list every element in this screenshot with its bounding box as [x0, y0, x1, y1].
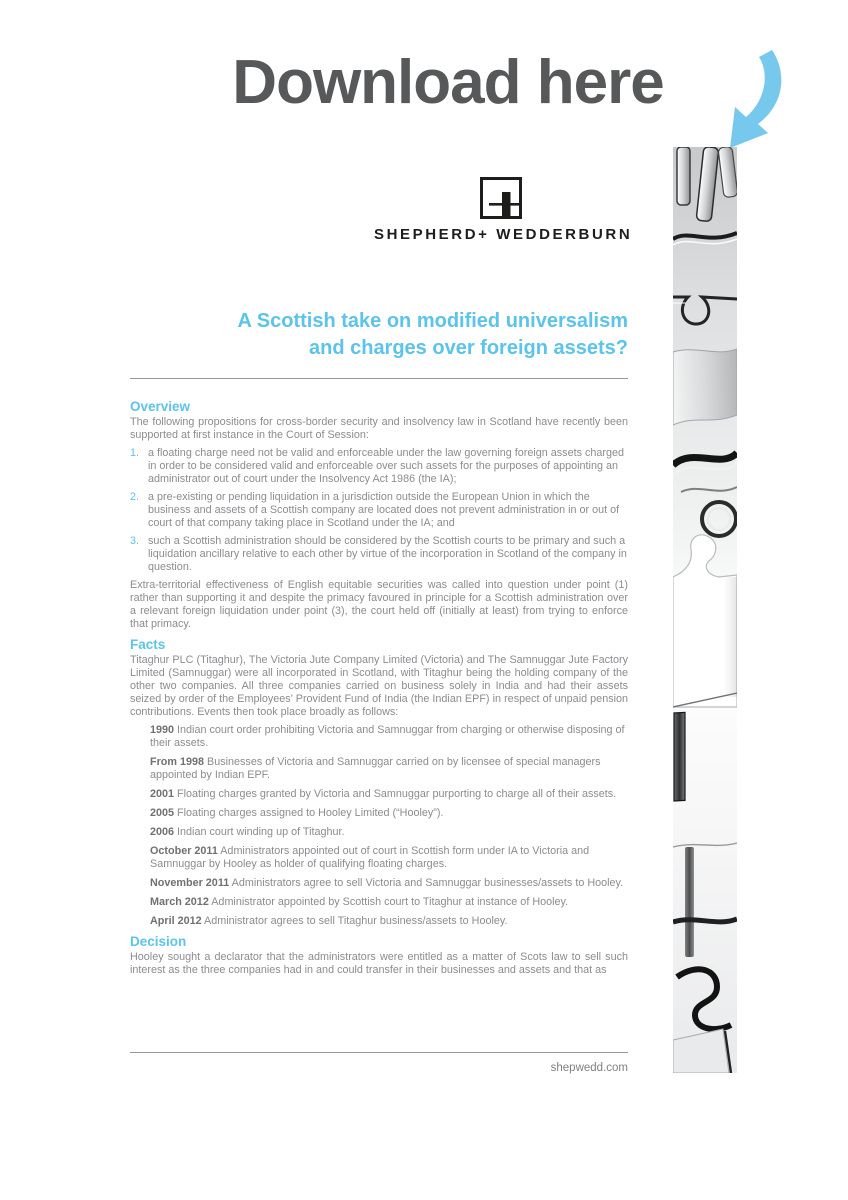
timeline-item	[150, 724, 628, 750]
timeline-date: October 2011	[150, 845, 218, 857]
document-title-line1: A Scottish take on modified universalism	[237, 310, 628, 332]
footer-divider	[130, 1052, 628, 1053]
timeline	[150, 724, 628, 928]
timeline-item	[150, 915, 628, 928]
download-arrow-icon	[702, 50, 788, 154]
timeline-event: Indian court winding up of Titaghur.	[177, 826, 345, 838]
timeline-item	[150, 788, 628, 801]
timeline-date: April 2012	[150, 915, 202, 927]
timeline-event: Floating charges assigned to Hooley Limited (“Hooley”).	[177, 807, 444, 819]
item-number: 1.	[130, 447, 140, 459]
timeline-event: Administrators agree to sell Victoria and Samnuggar businesses/assets to Hooley.	[231, 877, 624, 889]
item-number: 2.	[130, 491, 140, 503]
numbered-item	[130, 447, 628, 486]
timeline-date: From 1998	[150, 756, 205, 768]
overview-heading: Overview	[130, 399, 191, 414]
timeline-event: Administrator agrees to sell Titaghur business/assets to Hooley.	[204, 915, 508, 927]
item-text: such a Scottish administration should be considered by the Scottish courts to be primary and such a liquidation ancillary relative to each other by virtue of the incorporation in Scotland of the company in question.	[148, 535, 627, 573]
puzzle-pieces-image	[673, 147, 737, 1073]
shepherd-wedderburn-logo-icon	[480, 177, 522, 219]
title-divider	[130, 378, 628, 379]
document-body	[130, 400, 628, 982]
item-text: a pre-existing or pending liquidation in a jurisdiction outside the European Union in which the business and assets of a Scottish company are located does not prevent administration in or out of court of that company taking place in Scotland under the IA; and	[148, 491, 620, 529]
timeline-date: 2001	[150, 788, 175, 800]
timeline-date: 2006	[150, 826, 175, 838]
download-heading[interactable]: Download here	[232, 48, 664, 117]
timeline-item	[150, 845, 628, 871]
numbered-item	[130, 491, 628, 530]
timeline-item	[150, 756, 628, 782]
decision-intro: Hooley sought a declarator that the administrators were entitled as a matter of Scots law to sell such interest as the three companies had in and could transfer in their businesses and assets and that as	[130, 951, 628, 976]
overview-intro: The following propositions for cross-border security and insolvency law in Scotland have recently been supported at first instance in the Court of Session:	[130, 416, 628, 441]
shepherd-wedderburn-wordmark: SHEPHERD+ WEDDERBURN	[374, 226, 633, 243]
item-text: a floating charge need not be valid and enforceable under the law governing foreign assets charged in order to be considered valid and enforceable over such assets for the purposes of appointing an administrator out of court under the Insolvency Act 1986 (the IA);	[148, 447, 624, 485]
timeline-date: November 2011	[150, 877, 230, 889]
timeline-item	[150, 807, 628, 820]
timeline-event: Administrator appointed by Scottish court to Titaghur at instance of Hooley.	[211, 896, 569, 908]
overview-closing: Extra-territorial effectiveness of English equitable securities was called into question under point (1) rather than supporting it and despite the primacy favoured in principle for a Scottish administration over a relevant foreign liquidation under point (3), the court held off (initially at least) from trying to enforce that primacy.	[130, 579, 628, 630]
timeline-event: Indian court order prohibiting Victoria and Samnuggar from charging or otherwise disposing of their assets.	[150, 724, 625, 749]
website-link[interactable]: shepwedd.com	[550, 1062, 628, 1074]
timeline-date: 2005	[150, 807, 175, 819]
numbered-item	[130, 535, 628, 574]
facts-heading: Facts	[130, 637, 166, 652]
document-title-line2: and charges over foreign assets?	[308, 337, 628, 359]
item-number: 3.	[130, 535, 140, 547]
timeline-item	[150, 896, 628, 909]
timeline-item	[150, 826, 628, 839]
timeline-item	[150, 877, 628, 890]
document-title	[130, 308, 628, 362]
timeline-event: Administrators appointed out of court in Scottish form under IA to Victoria and Samnuggar by Hooley as holder of qualifying floating charges.	[150, 845, 590, 870]
decision-heading: Decision	[130, 934, 187, 949]
timeline-event: Businesses of Victoria and Samnuggar carried on by licensee of special managers appointed by Indian EPF.	[150, 756, 601, 781]
facts-intro: Titaghur PLC (Titaghur), The Victoria Jute Company Limited (Victoria) and The Samnuggar Jute Factory Limited (Samnuggar) were all incorporated in Scotland, with Titaghur being the holding company of the other two companies. All three companies carried on business solely in India and had their assets seized by order of the Employees’ Provident Fund of India (the Indian EPF) in respect of unpaid pension contributions. Events then took place broadly as follows:	[130, 654, 628, 718]
timeline-event: Floating charges granted by Victoria and Samnuggar purporting to charge all of their assets.	[177, 788, 617, 800]
timeline-date: March 2012	[150, 896, 209, 908]
timeline-date: 1990	[150, 724, 175, 736]
